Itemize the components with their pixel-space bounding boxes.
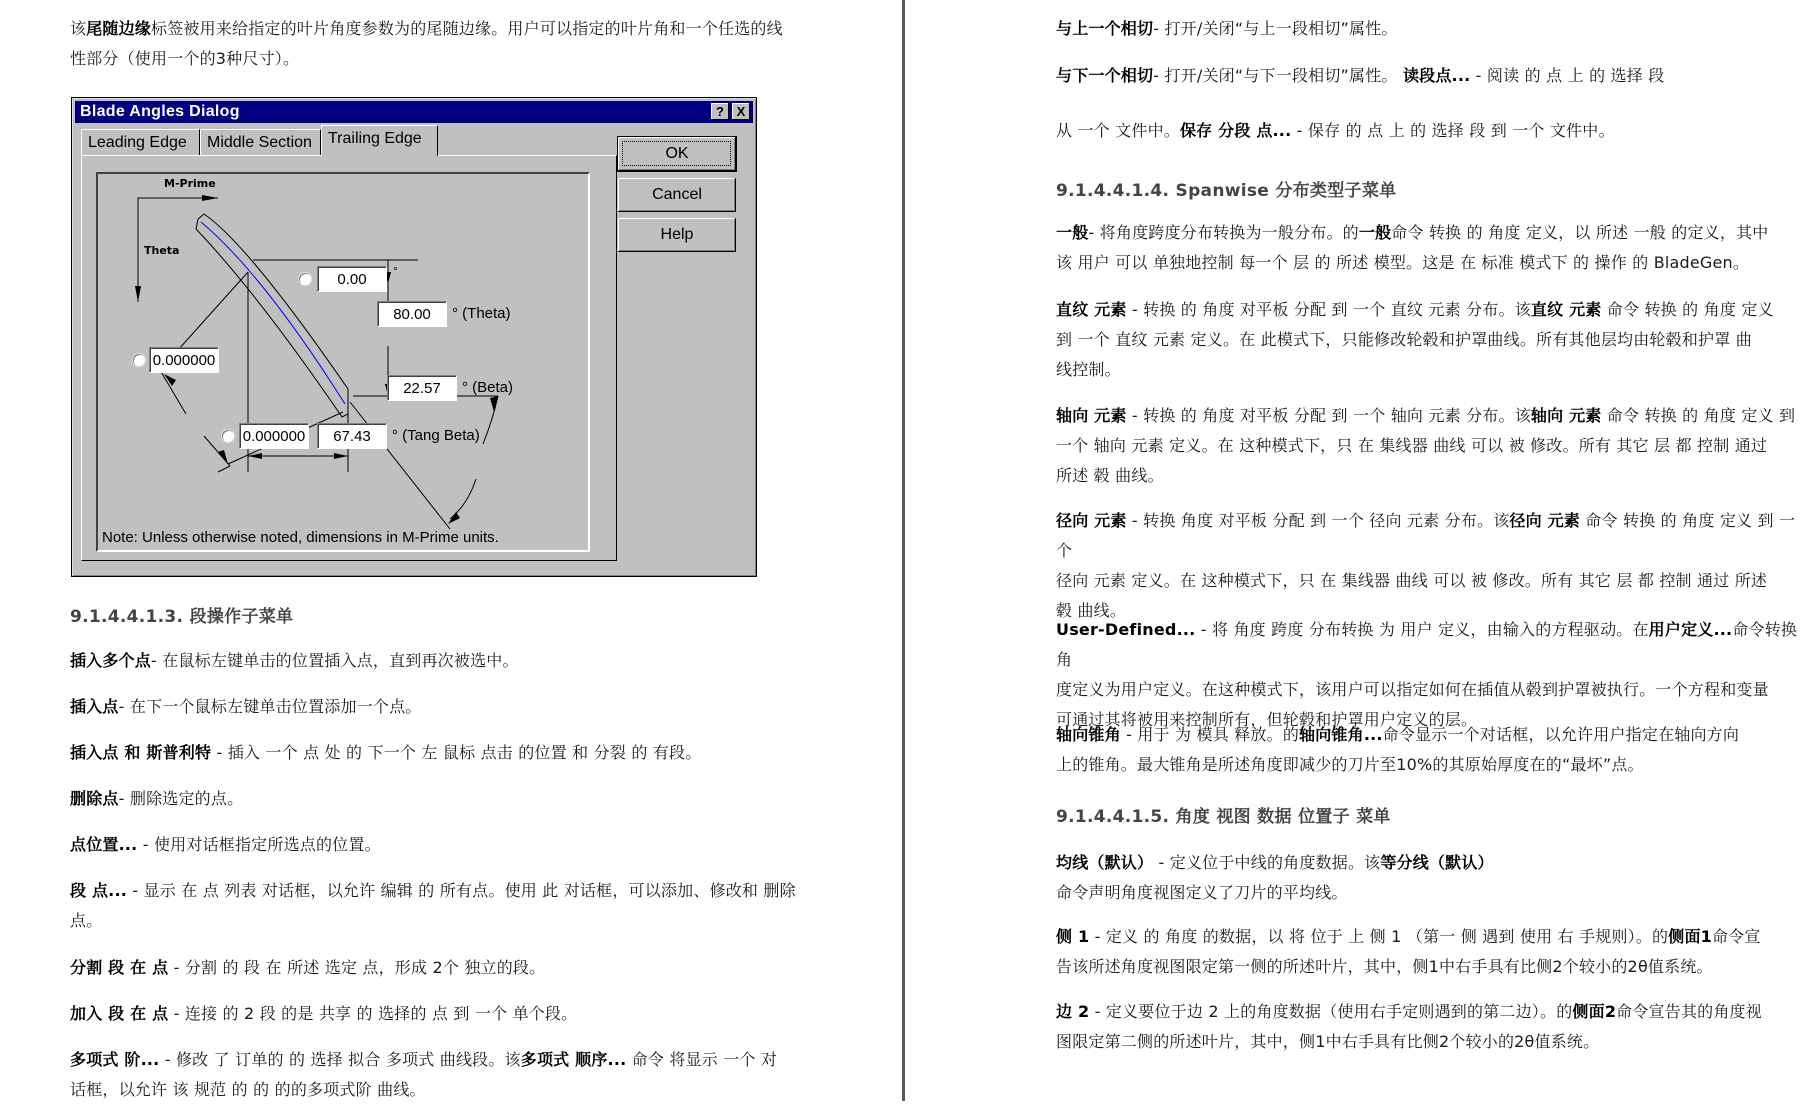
item-desc: - 连接 的 2 段 的是 共享 的 选择的 点 到 一个 单个段。 (168, 1004, 578, 1023)
item-desc-2: 命令 转换 的 角度 定义，以 所述 一般 的定义，其中 (1391, 223, 1769, 242)
intro-term: 尾随边缘 (86, 19, 152, 38)
degree-label: ° (393, 264, 398, 278)
list-item (70, 1045, 777, 1105)
list-item (1056, 14, 1398, 44)
page-divider (902, 0, 905, 1101)
item-desc-cont: 度定义为用户定义。在这种模式下，该用户可以指定如何在插值从毂到护罩被执行。一个方程和变量 (1056, 680, 1769, 699)
cancel-button[interactable]: Cancel (618, 178, 736, 212)
list-item (1056, 720, 1739, 780)
left-dimension-field[interactable]: 0.000000 (149, 347, 219, 373)
focus-rect (622, 141, 731, 166)
item-desc-cont: 所述 毂 曲线。 (1056, 466, 1164, 485)
item-desc-cont: 线控制。 (1056, 360, 1121, 379)
blade-angles-dialog (71, 97, 757, 577)
list-item (1056, 997, 1762, 1057)
item-term: 保存 分段 点... (1179, 121, 1292, 140)
list-item (1056, 922, 1761, 982)
section-heading-spanwise: 9.1.4.4.1.4. Spanwise 分布类型子菜单 (1056, 181, 1397, 201)
item-desc: - 显示 在 点 列表 对话框，以允许 编辑 的 所有点。使用 此 对话框，可以添加、修改和 删除 (127, 881, 796, 900)
item-term-inline: 侧面2 (1572, 1002, 1617, 1021)
item-desc-2: 命令 转换 的 角度 定义 到 一个 (1056, 511, 1796, 560)
item-desc-2: 命令转换角 (1056, 620, 1798, 669)
item-desc-2: 命令 转换 的 角度 定义 (1601, 300, 1774, 319)
axis-label-m-prime: M-Prime (164, 177, 216, 190)
item-desc: - 转换 的 角度 对平板 分配 到 一个 直纹 元素 分布。该 (1126, 300, 1531, 319)
list-item (1056, 506, 1801, 626)
tang-beta-label: ° (Tang Beta) (392, 427, 480, 444)
radio-bottom-dimension[interactable] (222, 430, 234, 442)
item-term-inline: 等分线（默认） (1380, 853, 1494, 872)
item-term-inline: 多项式 顺序... (520, 1050, 627, 1069)
item-desc: - 打开/关闭“与下一段相切”属性。 (1153, 66, 1398, 85)
item-term-inline: 径向 元素 (1509, 511, 1580, 530)
list-item (70, 999, 577, 1029)
item-desc: - 定义位于中线的角度数据。该 (1153, 853, 1381, 872)
item-term: 点位置... (70, 835, 138, 854)
help-icon[interactable]: ? (711, 103, 729, 120)
item-desc: - 分割 的 段 在 所述 选定 点，形成 2个 独立的段。 (168, 958, 546, 977)
item-desc: - 转换 角度 对平板 分配 到 一个 径向 元素 分布。该 (1126, 511, 1510, 530)
item-desc-cont: 毂 曲线。 (1056, 601, 1127, 620)
list-item (70, 784, 243, 814)
ok-label: OK (665, 145, 689, 162)
item-term-inline: 直纹 元素 (1530, 300, 1602, 319)
theta-field[interactable]: 80.00 (377, 301, 447, 327)
item-desc: - 定义 的 角度 的数据，以 将 位于 上 侧 1 （第一 侧 遇到 使用 右 手规则）。的 (1089, 927, 1669, 946)
item-desc-cont: 该 用户 可以 单独地控制 每一个 层 的 所述 模型。这是 在 标准 模式下 的 操作 的 BladeGen。 (1056, 253, 1750, 272)
ok-button[interactable] (618, 137, 736, 171)
item-desc-cont: 一个 轴向 元素 定义。在 这种模式下，只 在 集线器 曲线 可以 被 修改。所有 其它 层 都 控制 通过 (1056, 436, 1768, 455)
item-desc-cont: 上的锥角。最大锥角是所述角度即减少的刀片至10%的其原始厚度在的“最坏”点。 (1056, 755, 1644, 774)
list-item (1056, 218, 1768, 278)
item-desc-cont: 可通过其将被用来控制所有，但轮毂和护罩用户定义的层。 (1056, 710, 1478, 729)
item-desc-cont: 径向 元素 定义。在 这种模式下，只 在 集线器 曲线 可以 被 修改。所有 其它 层 都 控制 通过 所述 (1056, 571, 1768, 590)
list-item (70, 692, 421, 722)
item-desc-2: - 阅读 的 点 上 的 选择 段 (1470, 66, 1665, 85)
item-term: 插入点 和 斯普利特 (70, 743, 212, 762)
tab-trailing-edge[interactable]: Trailing Edge (321, 125, 438, 156)
tab-middle-section[interactable]: Middle Section (200, 129, 321, 155)
section-heading-segment-ops: 9.1.4.4.1.3. 段操作子菜单 (70, 607, 294, 627)
item-desc-2: 命令 转换 的 角度 定义 到 (1601, 406, 1796, 425)
intro-text: 标签被用来给指定的叶片角度参数为的尾随边缘。用户可以指定的叶片角和一个任选的线 (151, 19, 783, 38)
item-term: 一般 (1056, 223, 1089, 242)
item-desc-2: 命令宣 (1711, 927, 1761, 946)
item-desc: - 用于 为 模具 释放。的 (1120, 725, 1300, 744)
intro-paragraph (70, 14, 783, 74)
bottom-dimension-field[interactable]: 0.000000 (239, 423, 309, 449)
item-term: 插入多个点 (70, 651, 152, 670)
item-desc-cont: 话框，以允许 该 规范 的 的 的的多项式阶 曲线。 (70, 1080, 426, 1099)
item-term-inline: 轴向 元素 (1530, 406, 1602, 425)
item-desc: - 删除选定的点。 (118, 789, 244, 808)
item-desc: - 在下一个鼠标左键单击位置添加一个点。 (118, 697, 422, 716)
list-item (70, 830, 381, 860)
item-desc: - 插入 一个 点 处 的 下一个 左 鼠标 点击 的位置 和 分裂 的 有段。 (211, 743, 702, 762)
list-item (70, 646, 519, 676)
item-desc: - 转换 的 角度 对平板 分配 到 一个 轴向 元素 分布。该 (1126, 406, 1531, 425)
item-term: User-Defined... (1056, 620, 1196, 639)
item-term: 侧 1 (1056, 927, 1090, 946)
list-item (70, 876, 796, 936)
list-item (1056, 615, 1801, 735)
item-desc-2: 命令宣告其的角度视 (1616, 1002, 1762, 1021)
item-desc-2: 命令 将显示 一个 对 (626, 1050, 778, 1069)
list-item (70, 738, 701, 768)
item-term: 直纹 元素 (1056, 300, 1127, 319)
item-term: 插入点 (70, 697, 119, 716)
item-term-inline: 用户定义... (1648, 620, 1733, 639)
theta-label: ° (Theta) (452, 305, 511, 322)
item-term: 多项式 阶... (70, 1050, 160, 1069)
item-term: 段 点... (70, 881, 128, 900)
item-desc: - 将角度跨度分布转换为一般分布。的 (1088, 223, 1359, 242)
item-term: 加入 段 在 点 (70, 1004, 169, 1023)
radio-left-dimension[interactable] (133, 354, 145, 366)
item-desc-cont: 点。 (70, 911, 103, 930)
item-desc-cont: 图限定第二侧的所述叶片，其中，侧1中右手具有比侧2个较小的2θ值系统。 (1056, 1032, 1600, 1051)
axis-label-theta: Theta (144, 244, 180, 257)
dialog-note: Note: Unless otherwise noted, dimensions in M-Prime units. (102, 529, 499, 546)
beta-label: ° (Beta) (462, 379, 514, 396)
item-desc-cont: 告该所述角度视图限定第一侧的所述叶片，其中，侧1中右手具有比侧2个较小的2θ值系统。 (1056, 957, 1713, 976)
item-term: 与下一个相切 (1056, 66, 1154, 85)
list-item (1056, 401, 1795, 491)
item-desc: - 保存 的 点 上 的 选择 段 到 一个 文件中。 (1291, 121, 1615, 140)
list-item (1056, 61, 1664, 91)
list-item (1056, 848, 1494, 908)
item-term-inline: 一般 (1358, 223, 1392, 242)
tang-beta-field[interactable]: 67.43 (317, 423, 387, 449)
item-pre: 从 一个 文件中。 (1056, 121, 1180, 140)
list-item (1056, 295, 1774, 385)
item-term: 轴向 元素 (1056, 406, 1127, 425)
item-term: 均线（默认） (1056, 853, 1154, 872)
item-term: 边 2 (1056, 1002, 1090, 1021)
item-term-inline: 侧面1 (1668, 927, 1712, 946)
section-heading-angle-view: 9.1.4.4.1.5. 角度 视图 数据 位置子 菜单 (1056, 807, 1391, 827)
beta-field[interactable]: 22.57 (387, 375, 457, 401)
item-desc-2: 命令显示一个对话框，以允许用户指定在轴向方向 (1382, 725, 1740, 744)
item-term: 删除点 (70, 789, 119, 808)
help-button[interactable]: Help (618, 218, 736, 252)
item-desc: - 将 角度 跨度 分布转换 为 用户 定义，由输入的方程驱动。在 (1195, 620, 1649, 639)
item-term-inline: 读段点... (1402, 66, 1471, 85)
tab-leading-edge[interactable]: Leading Edge (81, 129, 200, 155)
item-term: 轴向锥角 (1056, 725, 1121, 744)
intro-pre: 该 (70, 19, 87, 38)
item-term: 径向 元素 (1056, 511, 1127, 530)
item-desc: - 使用对话框指定所选点的位置。 (137, 835, 381, 854)
item-desc-cont: 命令声明角度视图定义了刀片的平均线。 (1056, 883, 1348, 902)
intro-text-cont: 性部分（使用一个的3种尺寸）。 (70, 49, 300, 68)
item-desc: - 在鼠标左键单击的位置插入点，直到再次被选中。 (151, 651, 519, 670)
list-item (70, 953, 545, 983)
dialog-title: Blade Angles Dialog (80, 103, 240, 120)
item-term: 与上一个相切 (1056, 19, 1154, 38)
item-desc: - 修改 了 订单的 的 选择 拟合 多项式 曲线段。该 (159, 1050, 521, 1069)
list-item (1056, 116, 1615, 146)
angle-offset-field[interactable]: 0.00 (317, 266, 387, 292)
item-term: 分割 段 在 点 (70, 958, 169, 977)
item-desc: - 打开/关闭“与上一段相切”属性。 (1153, 19, 1398, 38)
item-desc-cont: 到 一个 直纹 元素 定义。在 此模式下，只能修改轮毂和护罩曲线。所有其他层均由轮毂和护罩 曲 (1056, 330, 1752, 349)
item-term-inline: 轴向锥角... (1299, 725, 1383, 744)
close-icon[interactable]: X (732, 103, 750, 120)
item-desc: - 定义要位于边 2 上的角度数据（使用右手定则遇到的第二边）。的 (1089, 1002, 1573, 1021)
radio-angle-offset[interactable] (299, 273, 311, 285)
dialog-titlebar[interactable] (75, 101, 753, 123)
